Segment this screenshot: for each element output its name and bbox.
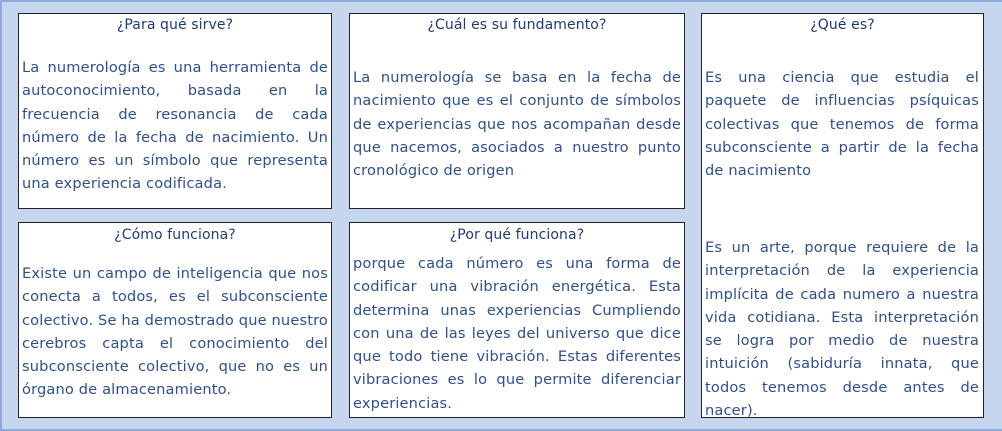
card-que-es — [701, 13, 984, 418]
card-text: La numerología es una herramienta de autoconocimiento, basada en la frecuencia de resonancia de cada número de la fecha de nacimiento. Un número es un símbolo que representa una experiencia codificada. — [22, 59, 328, 193]
card-por-que-funciona — [349, 222, 685, 418]
card-title: ¿Cómo funciona? — [114, 227, 236, 243]
card-text: La numerología se basa en la fecha de nacimiento que es el conjunto de símbolos de experiencias que nos acompañan desde que nacemos, asociados a nuestro punto cronológico de origen — [353, 69, 681, 180]
card-text: Existe un campo de inteligencia que nos conecta a todos, es el subconsciente colectivo. Se ha demostrado que nuestro cerebros capta el conocimiento del subconsciente colectivo, que no es un órgano de almacenamiento. — [22, 265, 328, 399]
card-title: ¿Cuál es su fundamento? — [427, 17, 607, 33]
card-text: porque cada número es una forma de codificar una vibración energética. Esta determina unas experiencias Cumpliendo con una de las leyes del universo que dice que todo tiene vibración. Estas diferentes vibraciones es lo que permite diferenciar experiencias. — [353, 255, 681, 412]
card-title: ¿Para qué sirve? — [116, 17, 234, 33]
card-fundamento — [349, 13, 685, 209]
card-text-ciencia: Es una ciencia que estudia el paquete de influencias psíquicas colectivas que tenemos de forma subconsciente a partir de la fecha de nacimiento — [705, 69, 979, 180]
card-para-que-sirve — [18, 13, 332, 209]
card-title: ¿Qué es? — [810, 17, 875, 33]
card-title: ¿Por qué funciona? — [449, 227, 585, 243]
card-como-funciona — [18, 222, 332, 418]
card-text-arte: Es un arte, porque requiere de la interpretación de la experiencia implícita de cada numero a nuestra vida cotidiana. Esta interpretación se logra por medio de nuestra intuición (sabiduría innata, que todos tenemos desde antes de nacer). — [705, 239, 979, 420]
